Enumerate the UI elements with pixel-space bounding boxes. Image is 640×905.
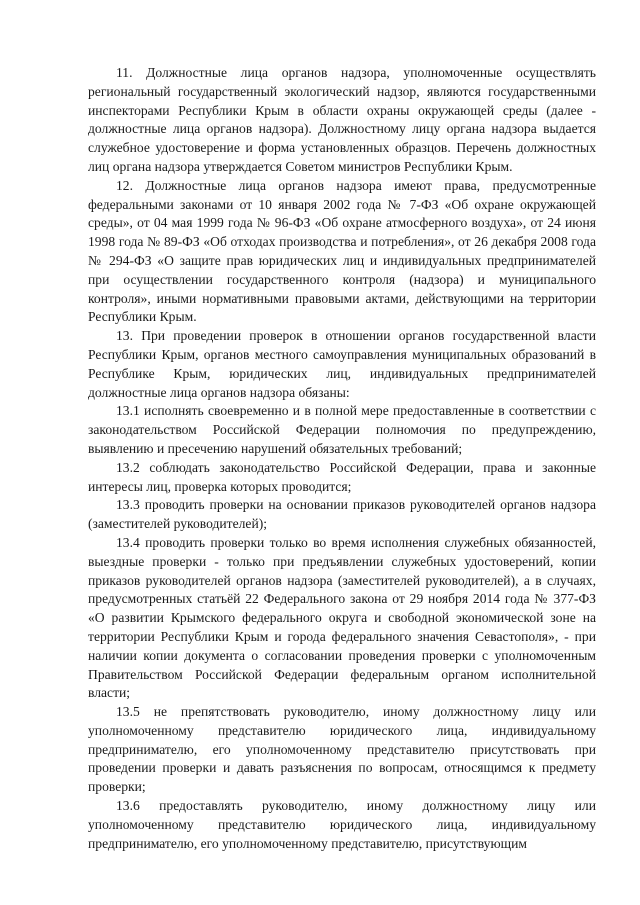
paragraph-13: 13. При проведении проверок в отношении органов государственной власти Республики Крым, органов местного самоуправления муниципальных образований в Республике Крым, юридических лиц, индивидуальных предпринимателей должностные лица органов надзора обязаны: — [88, 328, 596, 400]
paragraph-13-5: 13.5 не препятствовать руководителю, иному должностному лицу или уполномоченному представителю юридического лица, индивидуальному предпринимателю, его уполномоченному представителю присутствовать при проведении проверки и давать разъяснения по вопросам, относящимся к предмету проверки; — [88, 704, 596, 795]
paragraph-13-1: 13.1 исполнять своевременно и в полной мере предоставленные в соответствии с законодательством Российской Федерации полномочия по предупреждению, выявлению и пресечению нарушений обязательных требований; — [88, 403, 596, 456]
paragraph-13-3: 13.3 проводить проверки на основании приказов руководителей органов надзора (заместителей руководителей); — [88, 497, 596, 532]
document-body — [88, 64, 596, 853]
paragraph-12: 12. Должностные лица органов надзора имеют права, предусмотренные федеральными законами от 10 января 2002 года № 7-ФЗ «Об охране окружающей среды», от 04 мая 1999 года № 96-ФЗ «Об охране атмосферного воздуха», от 24 июня 1998 года № 89-ФЗ «Об отходах производства и потребления», от 26 декабря 2008 года № 294-ФЗ «О защите прав юридических лиц и индивидуальных предпринимателей при осуществлении государственного контроля (надзора) и муниципального контроля», иными нормативными правовыми актами, действующими на территории Республики Крым. — [88, 177, 596, 325]
paragraph-13-6: 13.6 предоставлять руководителю, иному должностному лицу или уполномоченному представителю юридического лица, индивидуальному предпринимателю, его уполномоченному представителю, присутствующим — [88, 798, 596, 851]
paragraph-13-4: 13.4 проводить проверки только во время исполнения служебных обязанностей, выездные проверки - только при предъявлении служебных удостоверений, копии приказов руководителей органов надзора (заместителей руководителей), а в случаях, предусмотренных статьёй 22 Федерального закона от 29 ноября 2014 года № 377-ФЗ «О развитии Крымского федерального округа и свободной экономической зоне на территории Республики Крым и города федерального значения Севастополя», - при наличии копии документа о согласовании проведения проверки с уполномоченным Правительством Российской Федерации федеральным органом исполнительной власти; — [88, 534, 596, 701]
paragraph-13-2: 13.2 соблюдать законодательство Российской Федерации, права и законные интересы лиц, проверка которых проводится; — [88, 459, 596, 494]
paragraph-11: 11. Должностные лица органов надзора, уполномоченные осуществлять региональный государственный экологический надзор, являются государственными инспекторами Республики Крым в области охраны окружающей среды (далее - должностные лица органов надзора). Должностному лицу органа надзора выдается служебное удостоверение и форма установленных образцов. Перечень должностных лиц органа надзора утверждается Советом министров Республики Крым. — [88, 65, 596, 174]
